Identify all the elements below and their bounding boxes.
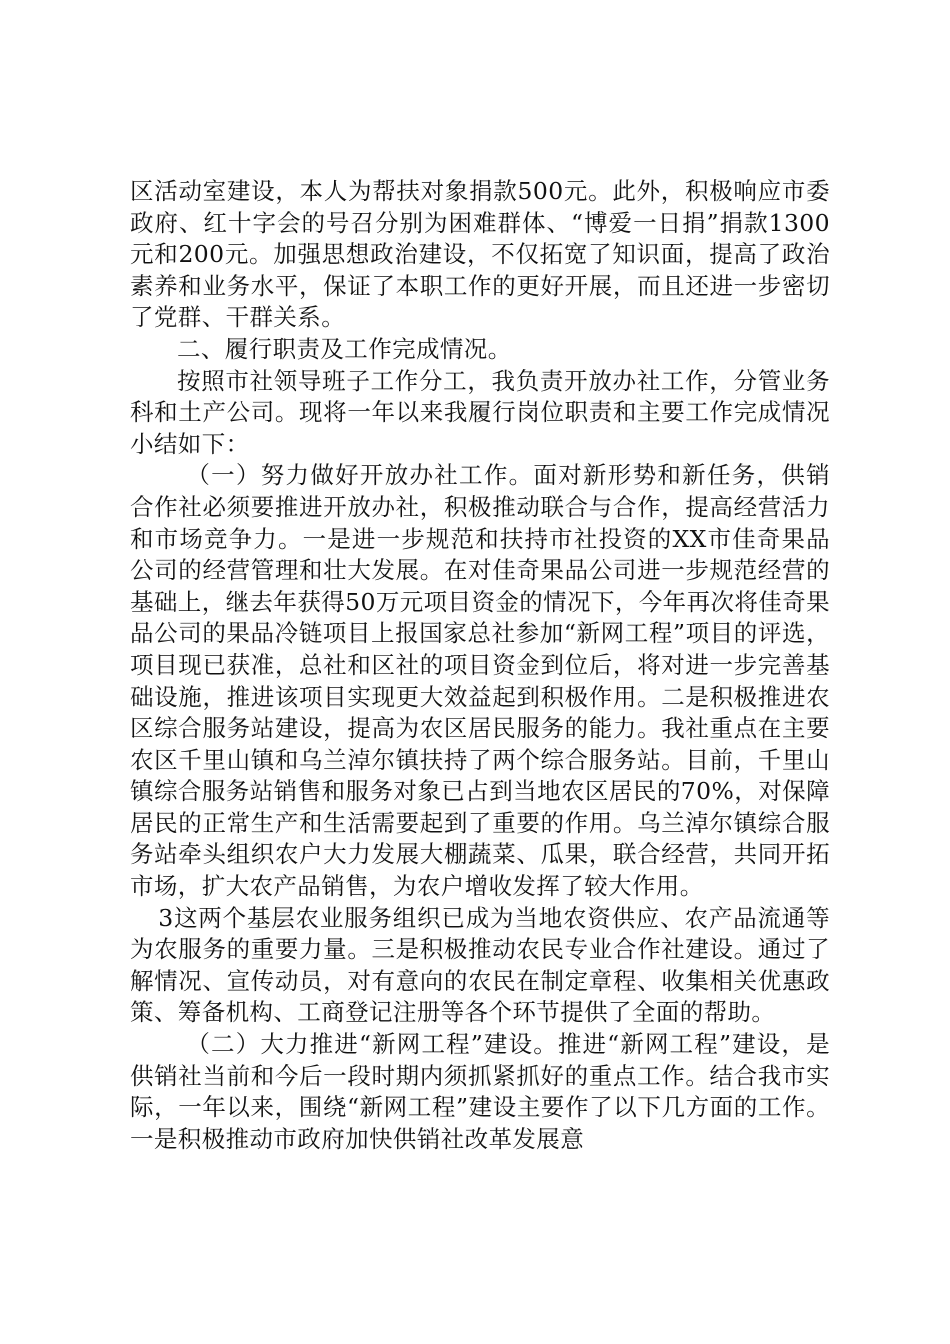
paragraph-open-cooperative: （一）努力做好开放办社工作。面对新形势和新任务，供销合作社必须要推进开放办社，积极推动联合与合作，提高经营活力和市场竞争力。一是进一步规范和扶持市社投资的XX市佳奇果品公司的经营管理和壮大发展。在对佳奇果品公司进一步规范经营的基础上，继去年获得50万元项目资金的情况下，今年再次将佳奇果品公司的果品冷链项目上报国家总社参加“新网工程”项目的评选，项目现已获准，总社和区社的项目资金到位后，将对进一步完善基础设施，推进该项目实现更大效益起到积极作用。二是积极推进农区综合服务站建设，提高为农区居民服务的能力。我社重点在主要农区千里山镇和乌兰淖尔镇扶持了两个综合服务站。目前，千里山镇综合服务站销售和服务对象已占到当地农区居民的70%，对保障居民的正常生产和生活需要起到了重要的作用。乌兰淖尔镇综合服务站牵头组织农户大力发展大棚蔬菜、瓜果，联合经营，共同开拓市场，扩大农产品销售，为农户增收发挥了较大作用。 [130,461,830,901]
section-heading: 二、履行职责及工作完成情况。 [177,334,512,363]
paragraph-service-organizations: 3这两个基层农业服务组织已成为当地农资供应、农产品流通等为农服务的重要力量。三是积极推动农民专业合作社建设。通过了解情况、宣传动员，对有意向的农民在制定章程、收集相关优惠政策、筹备机构、工商登记注册等各个环节提供了全面的帮助。 [130,903,830,1027]
paragraph-intro: 按照市社领导班子工作分工，我负责开放办社工作，分管业务科和土产公司。现将一年以来我履行岗位职责和主要工作完成情况小结如下： [130,366,830,458]
paragraph-continuation: 区活动室建设，本人为帮扶对象捐款500元。此外，积极响应市委政府、红十字会的号召分别为困难群体、“博爱一日捐”捐款1300元和200元。加强思想政治建设，不仅拓宽了知识面，提高了政治素养和业务水平，保证了本职工作的更好开展，而且还进一步密切了党群、干群关系。 [130,177,830,332]
paragraph-new-network: （二）大力推进“新网工程”建设。推进“新网工程”建设，是供销社当前和今后一段时期内须抓紧抓好的重点工作。结合我市实际，一年以来，围绕“新网工程”建设主要作了以下几方面的工作。一是积极推动市政府加快供销社改革发展意 [130,1030,830,1153]
document-body [130,176,830,1155]
